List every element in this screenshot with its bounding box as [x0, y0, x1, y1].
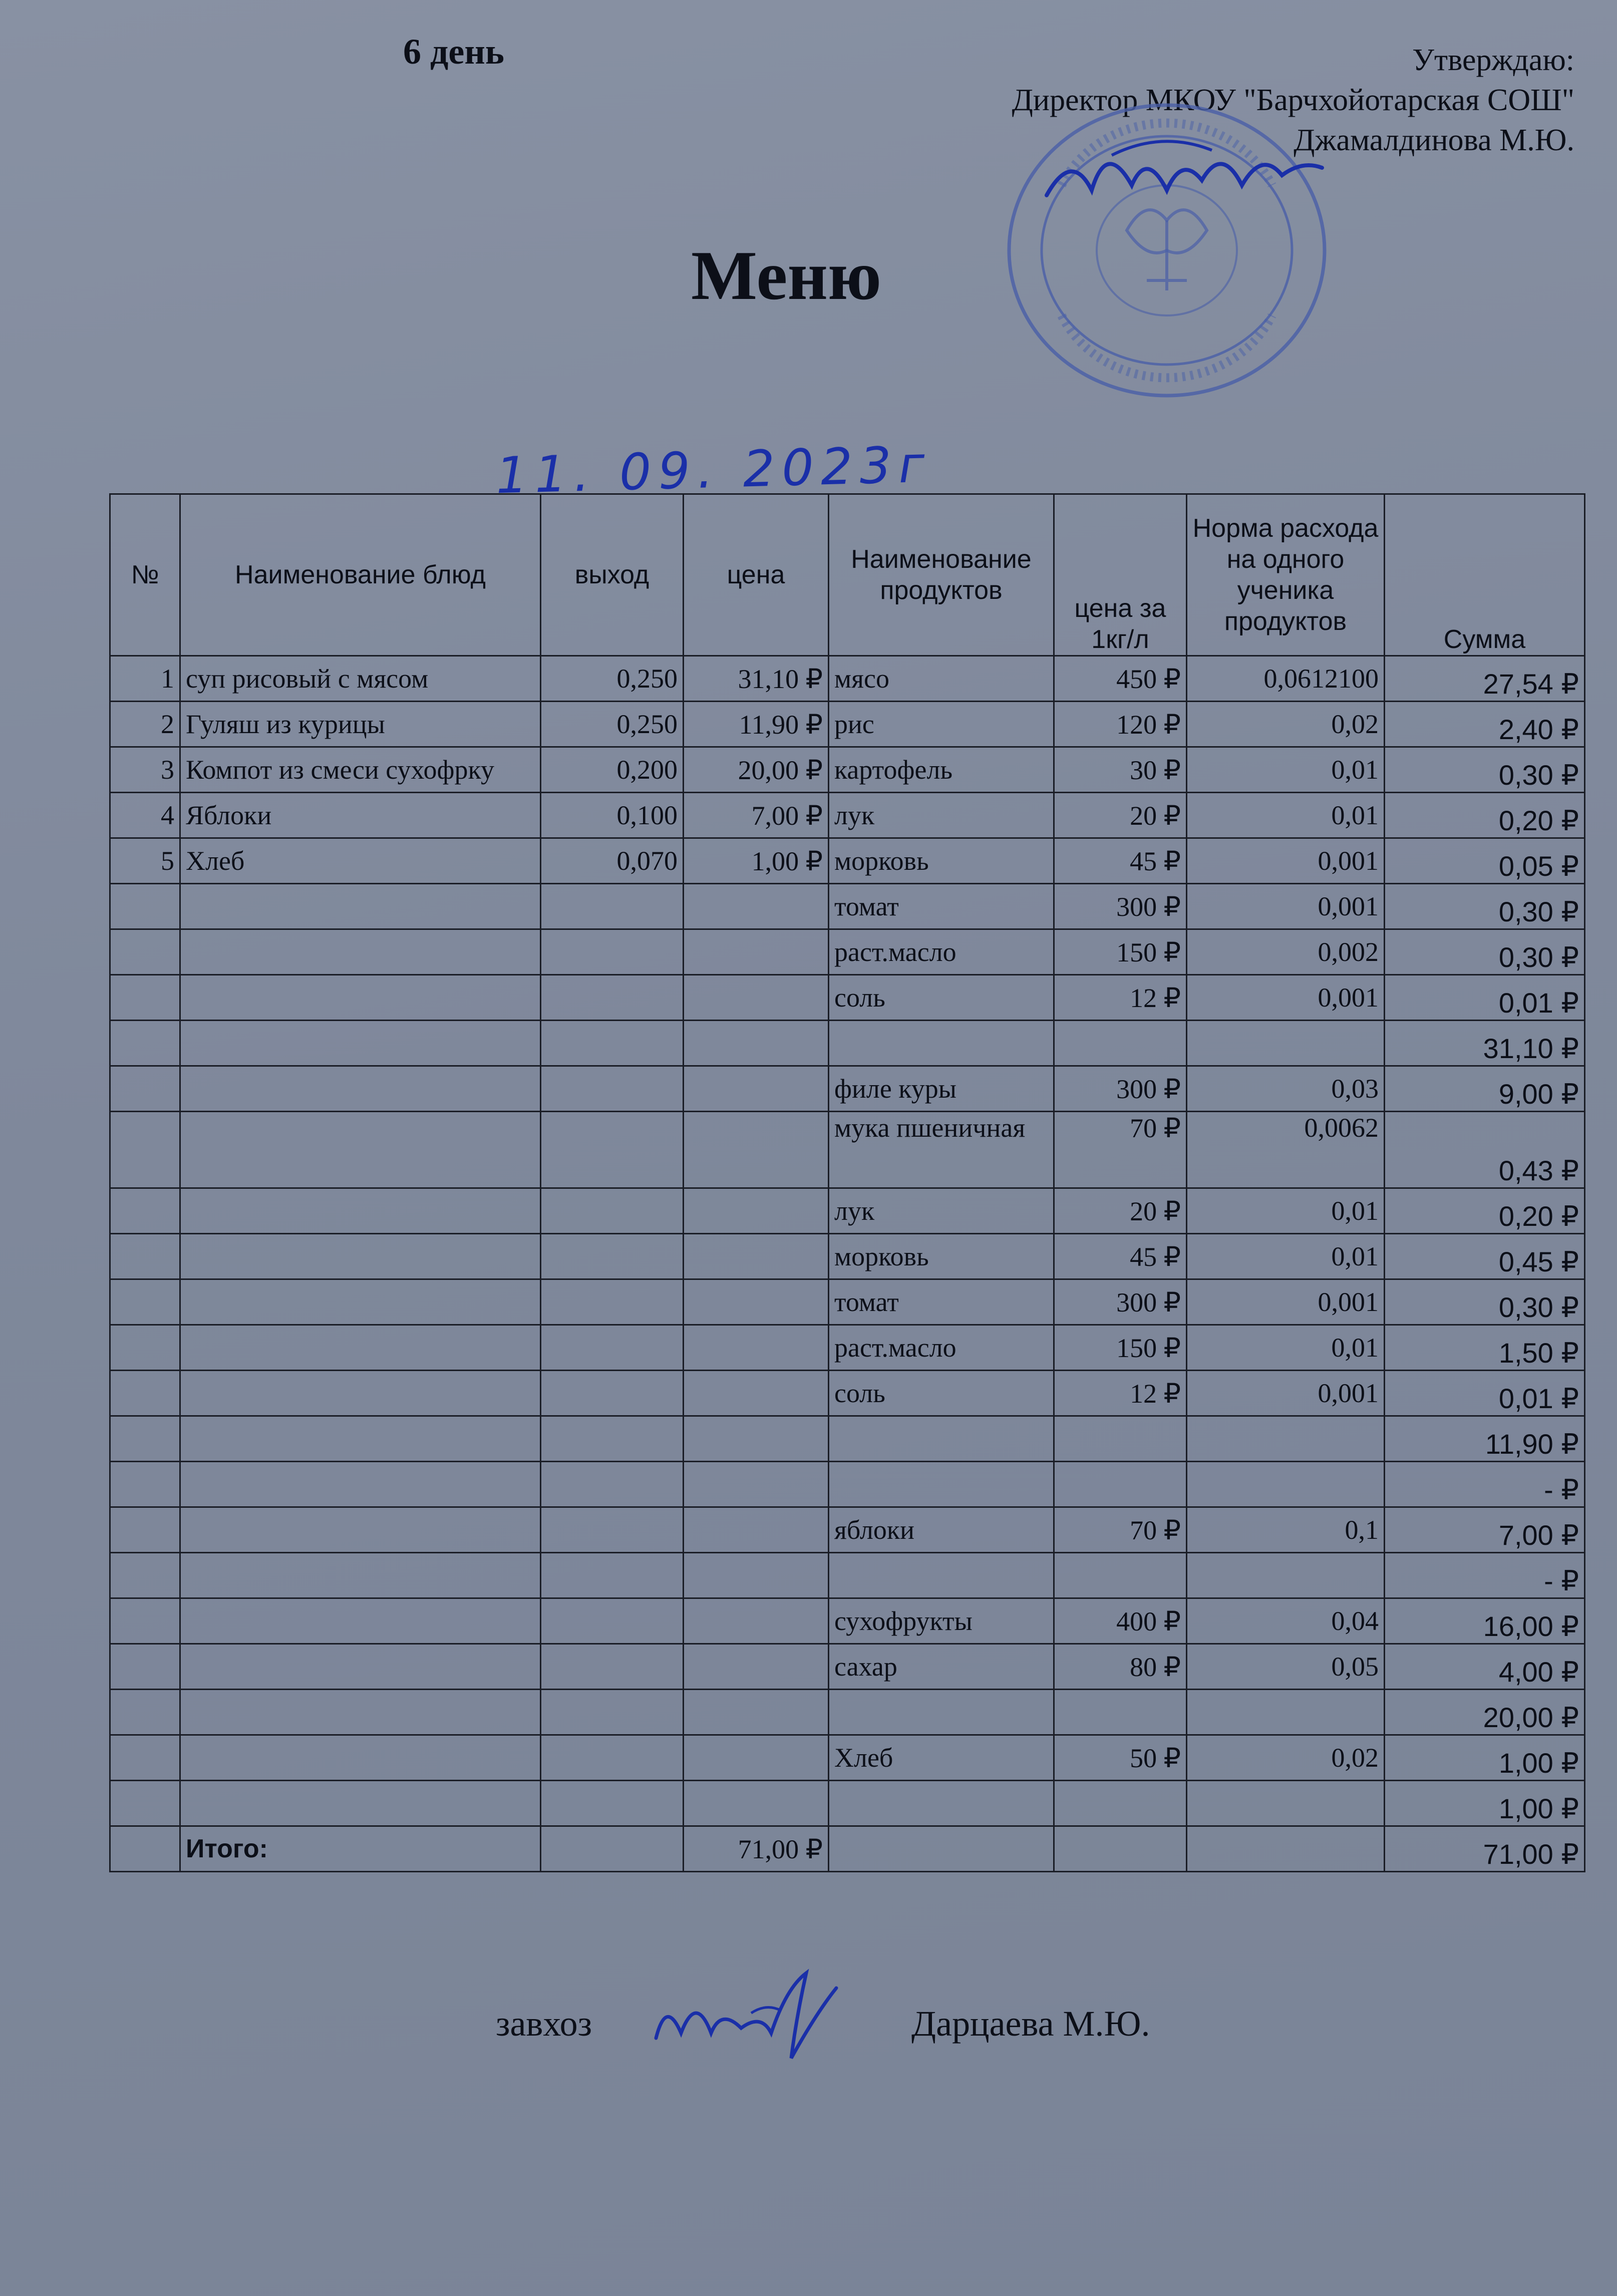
- cell-product: раст.масло: [829, 1325, 1054, 1371]
- cell-price: [684, 1325, 829, 1371]
- cell-norm: 0,001: [1187, 975, 1385, 1021]
- cell-unit-price: 50 ₽: [1054, 1735, 1187, 1781]
- director-signature-icon: [1032, 120, 1332, 230]
- cell-price: [684, 1112, 829, 1188]
- cell-number: [110, 929, 180, 975]
- cell-product: томат: [829, 884, 1054, 929]
- cell-dish: [180, 1644, 541, 1690]
- cell-dish: [180, 1066, 541, 1112]
- cell-number: [110, 1462, 180, 1507]
- cell-product: картофель: [829, 747, 1054, 793]
- cell-output: [541, 1325, 684, 1371]
- table-row: [110, 1188, 1585, 1234]
- cell-output: [541, 1279, 684, 1325]
- cell-price: 31,10 ₽: [684, 656, 829, 702]
- table-row: [110, 1644, 1585, 1690]
- cell-number: [110, 884, 180, 929]
- cell-dish: [180, 1735, 541, 1781]
- cell-unit-price: 20 ₽: [1054, 1188, 1187, 1234]
- cell-output: [541, 1021, 684, 1066]
- cell-number: [110, 1066, 180, 1112]
- cell-norm: 0,01: [1187, 1325, 1385, 1371]
- cell-dish: [180, 1416, 541, 1462]
- cell-sum: 1,00 ₽: [1385, 1781, 1585, 1826]
- cell-unit-price: 30 ₽: [1054, 747, 1187, 793]
- cell-dish: [180, 1234, 541, 1279]
- cell-product: [829, 1021, 1054, 1066]
- cell-price: [684, 1781, 829, 1826]
- cell-norm: 0,01: [1187, 793, 1385, 838]
- cell-norm: 0,03: [1187, 1066, 1385, 1112]
- cell-product: [829, 1416, 1054, 1462]
- col-header: выход: [541, 494, 684, 656]
- day-label: 6 день: [403, 32, 504, 72]
- cell-sum: 0,05 ₽: [1385, 838, 1585, 884]
- cell-output: [541, 1735, 684, 1781]
- cell-norm: [1187, 1416, 1385, 1462]
- cell-norm: 0,001: [1187, 1279, 1385, 1325]
- cell-norm: [1187, 1462, 1385, 1507]
- cell-sum: 2,40 ₽: [1385, 702, 1585, 747]
- cell-sum: 0,30 ₽: [1385, 747, 1585, 793]
- col-header: Норма расхода на одного ученика продуктов: [1187, 494, 1385, 656]
- cell-price: [684, 1021, 829, 1066]
- cell-sum: - ₽: [1385, 1553, 1585, 1598]
- cell-unit-price: 70 ₽: [1054, 1507, 1187, 1553]
- cell-product: Хлеб: [829, 1735, 1054, 1781]
- cell-unit-price: 300 ₽: [1054, 1279, 1187, 1325]
- cell-sum: 0,20 ₽: [1385, 793, 1585, 838]
- cell-number: 3: [110, 747, 180, 793]
- cell-number: [110, 1553, 180, 1598]
- cell-dish: Хлеб: [180, 838, 541, 884]
- table-row: [110, 1325, 1585, 1371]
- table-row: [110, 1021, 1585, 1066]
- cell-sum: 0,30 ₽: [1385, 929, 1585, 975]
- cell-number: 1: [110, 656, 180, 702]
- cell-output: [541, 1781, 684, 1826]
- cell-unit-price: 400 ₽: [1054, 1598, 1187, 1644]
- cell-sum: 0,45 ₽: [1385, 1234, 1585, 1279]
- cell-number: [110, 1325, 180, 1371]
- cell-output: [541, 1644, 684, 1690]
- cell-price: 7,00 ₽: [684, 793, 829, 838]
- col-header: №: [110, 494, 180, 656]
- cell-product: мука пшеничная: [829, 1112, 1054, 1188]
- cell-output: [541, 1553, 684, 1598]
- storekeeper-signature-icon: [646, 1958, 871, 2073]
- cell-output: [541, 1507, 684, 1553]
- table-row: [110, 1507, 1585, 1553]
- cell-dish: [180, 884, 541, 929]
- cell-unit-price: 80 ₽: [1054, 1644, 1187, 1690]
- cell-product: раст.масло: [829, 929, 1054, 975]
- table-row: [110, 656, 1585, 702]
- cell-unit-price: [1054, 1462, 1187, 1507]
- table-row: [110, 747, 1585, 793]
- approve-line: Директор МКОУ "Барчхойотарская СОШ": [1012, 83, 1574, 117]
- cell-output: [541, 1112, 684, 1188]
- cell-dish: [180, 1112, 541, 1188]
- cell-dish: [180, 1021, 541, 1066]
- cell-number: [110, 1598, 180, 1644]
- cell-output: [541, 1416, 684, 1462]
- table-row: [110, 702, 1585, 747]
- cell-product: лук: [829, 1188, 1054, 1234]
- cell-unit-price: 12 ₽: [1054, 1371, 1187, 1416]
- cell-price: [684, 1507, 829, 1553]
- cell-product: филе куры: [829, 1066, 1054, 1112]
- cell-dish: [180, 1462, 541, 1507]
- cell-output: [541, 975, 684, 1021]
- cell-sum: 16,00 ₽: [1385, 1598, 1585, 1644]
- cell-price: [684, 1553, 829, 1598]
- cell-unit-price: 70 ₽: [1054, 1112, 1187, 1188]
- cell-product: соль: [829, 1371, 1054, 1416]
- table-row: [110, 1066, 1585, 1112]
- cell-dish: [180, 1553, 541, 1598]
- cell-product: томат: [829, 1279, 1054, 1325]
- cell-product: рис: [829, 702, 1054, 747]
- approve-line: Джамалдинова М.Ю.: [1293, 123, 1574, 157]
- total-empty: [541, 1826, 684, 1872]
- cell-output: [541, 1371, 684, 1416]
- cell-norm: 0,04: [1187, 1598, 1385, 1644]
- cell-sum: 20,00 ₽: [1385, 1690, 1585, 1735]
- cell-product: морковь: [829, 1234, 1054, 1279]
- cell-sum: 0,01 ₽: [1385, 975, 1585, 1021]
- cell-unit-price: 12 ₽: [1054, 975, 1187, 1021]
- cell-number: [110, 1507, 180, 1553]
- cell-product: [829, 1553, 1054, 1598]
- cell-number: 4: [110, 793, 180, 838]
- cell-number: [110, 975, 180, 1021]
- cell-price: 11,90 ₽: [684, 702, 829, 747]
- cell-product: лук: [829, 793, 1054, 838]
- storekeeper-role: завхоз: [496, 2004, 592, 2044]
- cell-sum: 0,43 ₽: [1385, 1112, 1585, 1188]
- cell-dish: Яблоки: [180, 793, 541, 838]
- table-row: [110, 838, 1585, 884]
- table-row: [110, 1279, 1585, 1325]
- cell-number: [110, 1416, 180, 1462]
- cell-output: 0,250: [541, 702, 684, 747]
- cell-sum: 4,00 ₽: [1385, 1644, 1585, 1690]
- cell-sum: 1,50 ₽: [1385, 1325, 1585, 1371]
- cell-output: [541, 1690, 684, 1735]
- approve-line: Утверждаю:: [1412, 43, 1574, 77]
- cell-price: [684, 884, 829, 929]
- cell-price: [684, 1598, 829, 1644]
- cell-output: [541, 1066, 684, 1112]
- cell-product: [829, 1690, 1054, 1735]
- cell-sum: 7,00 ₽: [1385, 1507, 1585, 1553]
- cell-product: [829, 1781, 1054, 1826]
- cell-output: [541, 929, 684, 975]
- cell-norm: 0,001: [1187, 838, 1385, 884]
- cell-price: [684, 1234, 829, 1279]
- cell-number: [110, 1188, 180, 1234]
- cell-price: [684, 1416, 829, 1462]
- col-header: Наименование блюд: [180, 494, 541, 656]
- cell-dish: Компот из смеси сухофрку: [180, 747, 541, 793]
- cell-unit-price: 150 ₽: [1054, 1325, 1187, 1371]
- cell-output: [541, 1598, 684, 1644]
- table-row: [110, 975, 1585, 1021]
- table-row: [110, 929, 1585, 975]
- cell-norm: 0,0062: [1187, 1112, 1385, 1188]
- cell-output: 0,250: [541, 656, 684, 702]
- cell-unit-price: 450 ₽: [1054, 656, 1187, 702]
- cell-number: [110, 1112, 180, 1188]
- cell-price: [684, 1066, 829, 1112]
- cell-dish: [180, 975, 541, 1021]
- table-row: [110, 1598, 1585, 1644]
- cell-number: [110, 1735, 180, 1781]
- cell-unit-price: 120 ₽: [1054, 702, 1187, 747]
- cell-norm: 0,05: [1187, 1644, 1385, 1690]
- cell-norm: 0,1: [1187, 1507, 1385, 1553]
- cell-unit-price: [1054, 1021, 1187, 1066]
- table-row: [110, 1553, 1585, 1598]
- cell-price: [684, 1644, 829, 1690]
- cell-output: [541, 1462, 684, 1507]
- table-row: [110, 1234, 1585, 1279]
- table-row: [110, 1735, 1585, 1781]
- cell-output: 0,070: [541, 838, 684, 884]
- cell-price: [684, 929, 829, 975]
- page-title: Меню: [691, 237, 882, 314]
- cell-number: [110, 1690, 180, 1735]
- cell-number: [110, 1644, 180, 1690]
- col-header: Сумма: [1385, 494, 1585, 656]
- cell-norm: [1187, 1781, 1385, 1826]
- cell-output: 0,200: [541, 747, 684, 793]
- cell-unit-price: 300 ₽: [1054, 1066, 1187, 1112]
- total-sum: 71,00 ₽: [1385, 1826, 1585, 1872]
- total-empty: [110, 1826, 180, 1872]
- cell-unit-price: 300 ₽: [1054, 884, 1187, 929]
- cell-dish: [180, 1781, 541, 1826]
- table-row: [110, 1462, 1585, 1507]
- cell-product: сахар: [829, 1644, 1054, 1690]
- cell-product: яблоки: [829, 1507, 1054, 1553]
- handwritten-date: 11. 09. 2023г: [495, 435, 933, 505]
- cell-number: [110, 1371, 180, 1416]
- cell-norm: 0,02: [1187, 1735, 1385, 1781]
- cell-sum: 0,30 ₽: [1385, 1279, 1585, 1325]
- cell-number: [110, 1021, 180, 1066]
- table-row: [110, 884, 1585, 929]
- cell-norm: 0,01: [1187, 1234, 1385, 1279]
- cell-number: [110, 1234, 180, 1279]
- table-row: [110, 1112, 1585, 1188]
- table-row: [110, 1690, 1585, 1735]
- cell-unit-price: [1054, 1416, 1187, 1462]
- cell-unit-price: 45 ₽: [1054, 838, 1187, 884]
- cell-product: сухофрукты: [829, 1598, 1054, 1644]
- cell-output: 0,100: [541, 793, 684, 838]
- col-header: Наименование продуктов: [829, 494, 1054, 656]
- cell-dish: [180, 1279, 541, 1325]
- cell-price: [684, 975, 829, 1021]
- cell-number: 5: [110, 838, 180, 884]
- cell-dish: [180, 1371, 541, 1416]
- cell-dish: [180, 1690, 541, 1735]
- table-header-row: [110, 494, 1585, 656]
- cell-output: [541, 884, 684, 929]
- cell-dish: [180, 929, 541, 975]
- cell-dish: [180, 1325, 541, 1371]
- cell-dish: суп рисовый с мясом: [180, 656, 541, 702]
- cell-sum: 0,01 ₽: [1385, 1371, 1585, 1416]
- col-header: цена за 1кг/л: [1054, 494, 1187, 656]
- cell-sum: 11,90 ₽: [1385, 1416, 1585, 1462]
- cell-price: 20,00 ₽: [684, 747, 829, 793]
- table-row: [110, 1416, 1585, 1462]
- cell-number: [110, 1781, 180, 1826]
- col-header: цена: [684, 494, 829, 656]
- cell-sum: 27,54 ₽: [1385, 656, 1585, 702]
- total-price: 71,00 ₽: [684, 1826, 829, 1872]
- cell-sum: - ₽: [1385, 1462, 1585, 1507]
- cell-price: [684, 1462, 829, 1507]
- cell-unit-price: [1054, 1781, 1187, 1826]
- cell-price: [684, 1690, 829, 1735]
- total-row: [110, 1826, 1585, 1872]
- total-empty: [1054, 1826, 1187, 1872]
- storekeeper-name: Дарцаева М.Ю.: [911, 2004, 1150, 2044]
- cell-price: [684, 1188, 829, 1234]
- cell-unit-price: 45 ₽: [1054, 1234, 1187, 1279]
- cell-norm: [1187, 1553, 1385, 1598]
- cell-sum: 31,10 ₽: [1385, 1021, 1585, 1066]
- menu-table: [109, 493, 1585, 1872]
- cell-price: [684, 1279, 829, 1325]
- cell-norm: [1187, 1021, 1385, 1066]
- cell-unit-price: [1054, 1553, 1187, 1598]
- cell-norm: 0,01: [1187, 747, 1385, 793]
- cell-dish: [180, 1507, 541, 1553]
- total-empty: [1187, 1826, 1385, 1872]
- cell-product: соль: [829, 975, 1054, 1021]
- cell-norm: 0,01: [1187, 1188, 1385, 1234]
- total-empty: [829, 1826, 1054, 1872]
- cell-norm: [1187, 1690, 1385, 1735]
- table-body: [110, 656, 1585, 1826]
- cell-unit-price: 20 ₽: [1054, 793, 1187, 838]
- cell-output: [541, 1234, 684, 1279]
- cell-norm: 0,001: [1187, 884, 1385, 929]
- table-row: [110, 1781, 1585, 1826]
- cell-number: 2: [110, 702, 180, 747]
- cell-product: мясо: [829, 656, 1054, 702]
- cell-sum: 9,00 ₽: [1385, 1066, 1585, 1112]
- cell-number: [110, 1279, 180, 1325]
- cell-unit-price: [1054, 1690, 1187, 1735]
- cell-norm: 0,02: [1187, 702, 1385, 747]
- cell-norm: 0,002: [1187, 929, 1385, 975]
- cell-output: [541, 1188, 684, 1234]
- table-row: [110, 1371, 1585, 1416]
- cell-product: [829, 1462, 1054, 1507]
- cell-norm: 0,001: [1187, 1371, 1385, 1416]
- cell-dish: [180, 1598, 541, 1644]
- cell-dish: [180, 1188, 541, 1234]
- cell-norm: 0,0612100: [1187, 656, 1385, 702]
- total-label: Итого:: [180, 1826, 541, 1872]
- cell-price: [684, 1371, 829, 1416]
- cell-sum: 0,30 ₽: [1385, 884, 1585, 929]
- cell-product: морковь: [829, 838, 1054, 884]
- cell-sum: 1,00 ₽: [1385, 1735, 1585, 1781]
- cell-price: [684, 1735, 829, 1781]
- cell-sum: 0,20 ₽: [1385, 1188, 1585, 1234]
- cell-unit-price: 150 ₽: [1054, 929, 1187, 975]
- table-row: [110, 793, 1585, 838]
- cell-price: 1,00 ₽: [684, 838, 829, 884]
- cell-dish: Гуляш из курицы: [180, 702, 541, 747]
